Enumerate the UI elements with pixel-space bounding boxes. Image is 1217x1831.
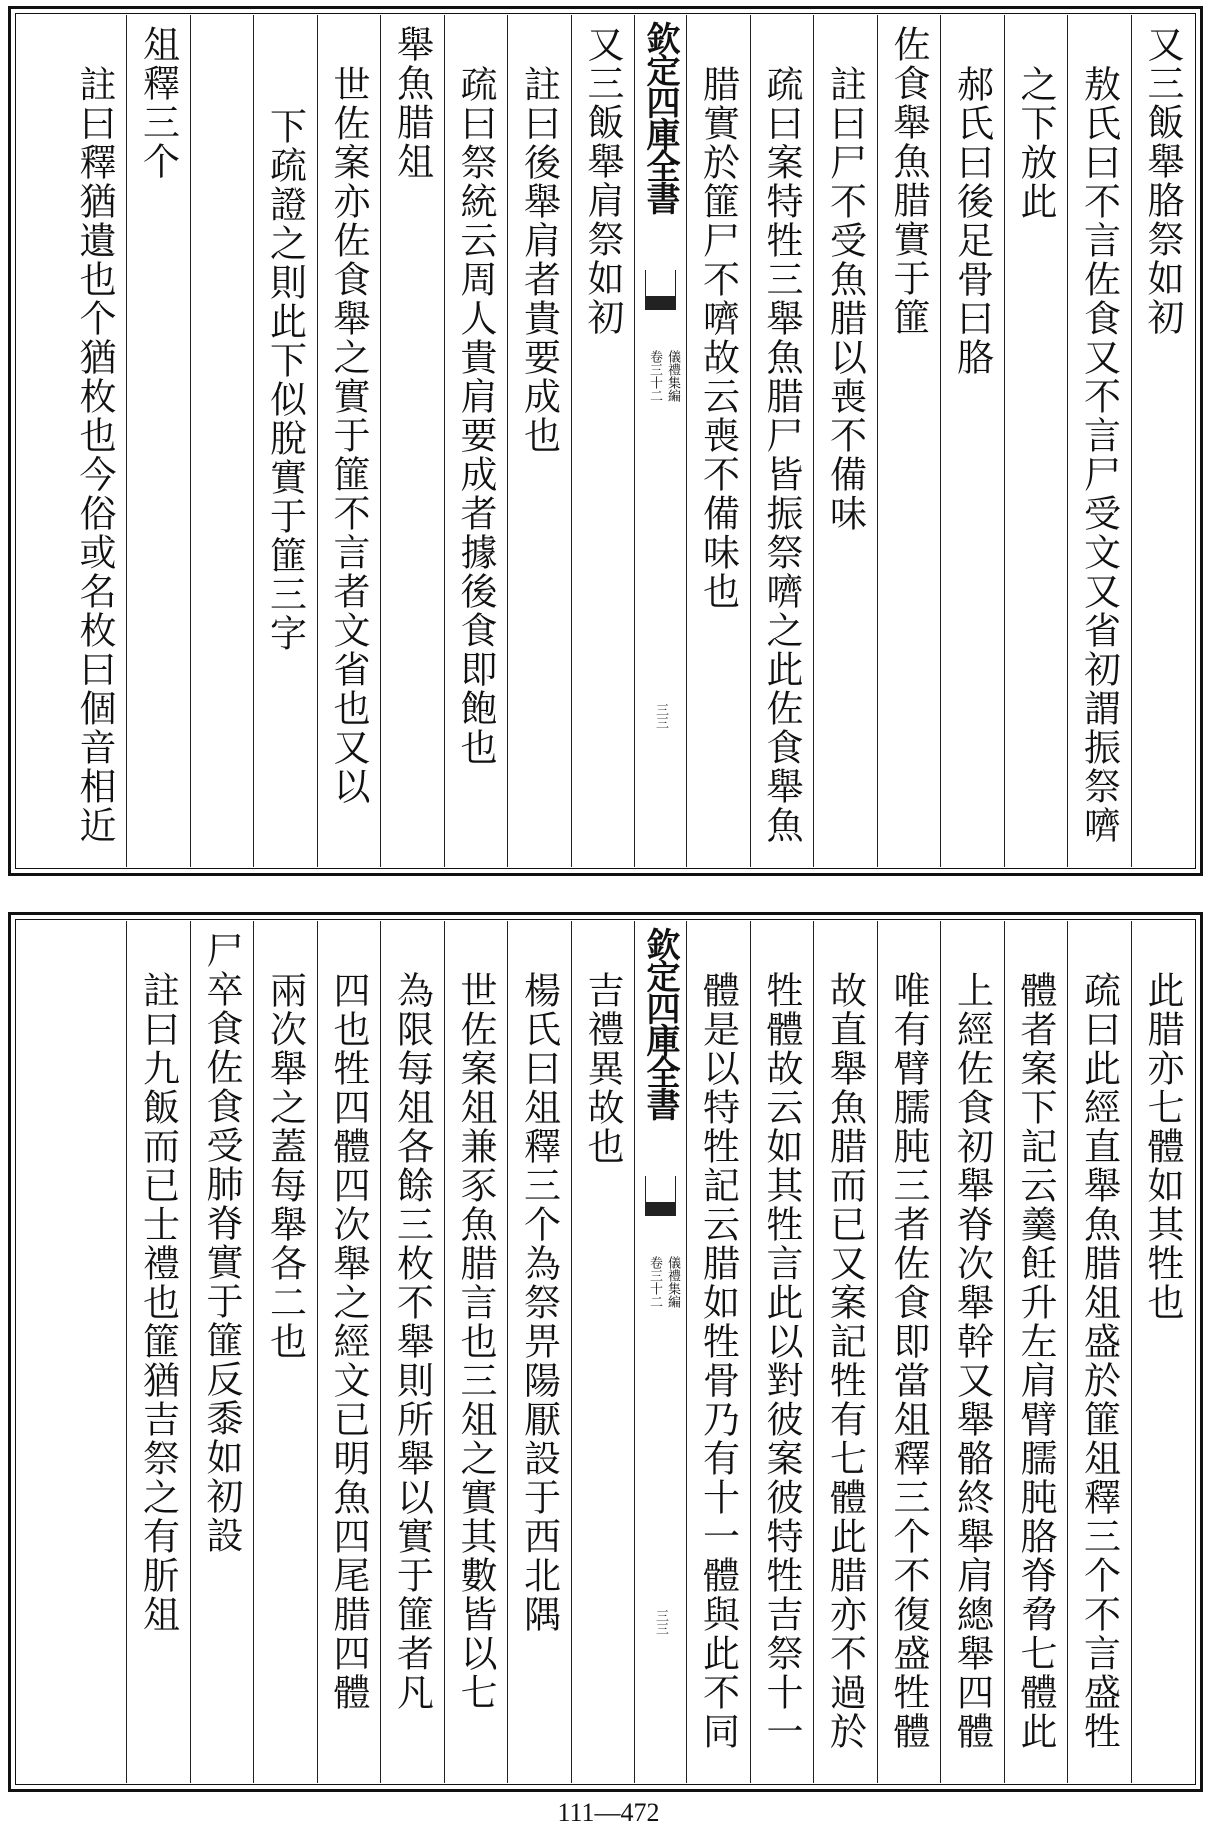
column-text: 疏曰此經直舉魚腊俎盛於篚俎釋三个不言盛牲 [1077,971,1121,1751]
text-column [813,921,877,1783]
text-column [571,921,635,1783]
fish-tail-ornament [645,1176,676,1216]
top-page-panel [8,6,1203,876]
text-column [63,921,127,1783]
page-number: 111—472 [557,1798,660,1827]
text-column [444,921,508,1783]
text-column [813,15,877,867]
book-title: 儀禮集編 [665,350,680,402]
fish-tail-ornament [645,270,676,310]
volume-label: 卷三十二 [647,350,662,402]
text-column [253,921,317,1783]
text-column [126,15,190,867]
column-text: 註曰後舉肩者貴要成也 [517,65,561,455]
column-text: 郝氏曰後足骨曰胳 [950,65,994,377]
center-gutter [634,15,686,867]
column-text: 敖氏曰不言佐食又不言尸受文又省初謂振祭嚌 [1077,65,1121,845]
text-column [63,15,127,867]
bottom-page-panel [8,912,1203,1792]
text-column [877,15,941,867]
text-column [190,15,254,867]
column-text: 舉魚腊俎 [390,25,434,181]
column-text: 註曰釋猶遺也个猶枚也今俗或名枚曰個音相近 [73,65,116,845]
text-column [1004,15,1068,867]
column-text: 四也牲四體四次舉之經文已明魚四尾腊四體 [327,971,370,1712]
text-column [444,15,508,867]
top-page-columns [17,15,1194,867]
text-column [317,15,381,867]
column-text: 之下放此 [1014,65,1057,221]
book-name: 欽定四庫全書 [640,21,680,213]
text-column [571,15,635,867]
column-text: 體是以特牲記云腊如牲骨乃有十一體與此不同 [696,971,740,1751]
text-column [940,15,1004,867]
column-text: 體者案下記云羹飪升左肩臂臑肫胳脊脅七體此 [1014,971,1057,1751]
column-text: 尸卒食佐食受肺脊實于篚反黍如初設 [200,931,243,1555]
text-column [507,921,571,1783]
column-text: 俎釋三个 [136,25,180,181]
text-column [317,921,381,1783]
column-text: 世佐案亦佐食舉之實于篚不言者文省也又以 [327,65,370,806]
column-text: 此腊亦七體如其牲也 [1141,971,1184,1322]
folio-number: 三三 [653,703,668,729]
column-text: 楊氏曰俎釋三个為祭畀陽厭設于西北隅 [517,971,561,1634]
text-column [1067,15,1131,867]
column-text: 又三飯舉胳祭如初 [1141,25,1184,337]
bottom-page-columns [17,921,1194,1783]
text-column [126,921,190,1783]
text-column [507,15,571,867]
text-column [380,15,444,867]
text-column [380,921,444,1783]
column-text: 腊實於篚尸不嚌故云喪不備味也 [696,65,740,611]
column-text: 又三飯舉肩祭如初 [581,25,624,337]
column-text: 下疏證之則此下似脫實于篚三字 [263,107,307,653]
column-text: 註曰尸不受魚腊以喪不備味 [823,65,867,533]
text-column [253,15,317,867]
book-name: 欽定四庫全書 [640,927,680,1119]
text-column [686,921,750,1783]
column-text: 牲體故云如其牲言此以對彼案彼特牲吉祭十一 [760,971,803,1751]
column-text: 疏曰祭統云周人貴肩要成者據後食即飽也 [454,65,497,767]
text-column [686,15,750,867]
text-column [190,921,254,1783]
text-column [750,921,814,1783]
volume-label: 卷三十二 [647,1256,662,1308]
column-text: 唯有臂臑肫三者佐食即當俎釋三个不復盛牲體 [887,971,930,1751]
column-text: 為限每俎各餘三枚不舉則所舉以實于篚者凡 [390,971,434,1712]
column-text: 上經佐食初舉脊次舉幹又舉骼終舉肩總舉四體 [950,971,994,1751]
column-text: 世佐案俎兼豕魚腊言也三俎之實其數皆以七 [454,971,497,1712]
text-column [1004,921,1068,1783]
column-text [63,931,127,1775]
folio-number: 三三 [653,1609,668,1635]
text-column [750,15,814,867]
column-text: 佐食舉魚腊實于篚 [887,25,930,337]
column-text: 吉禮異故也 [581,971,624,1166]
column-text: 兩次舉之蓋每舉各二也 [263,971,307,1361]
book-title: 儀禮集編 [665,1256,680,1308]
column-text: 註曰九飯而已士禮也篚猶吉祭之有肵俎 [136,971,180,1634]
text-column [877,921,941,1783]
column-text: 疏曰案特牲三舉魚腊尸皆振祭嚌之此佐食舉魚 [760,65,803,845]
center-gutter [634,921,686,1783]
text-column [1067,921,1131,1783]
text-column [1131,921,1195,1783]
text-column [940,921,1004,1783]
text-column [1131,15,1195,867]
column-text [191,25,254,859]
column-text: 故直舉魚腊而已又案記牲有七體此腊亦不過於 [823,971,867,1751]
